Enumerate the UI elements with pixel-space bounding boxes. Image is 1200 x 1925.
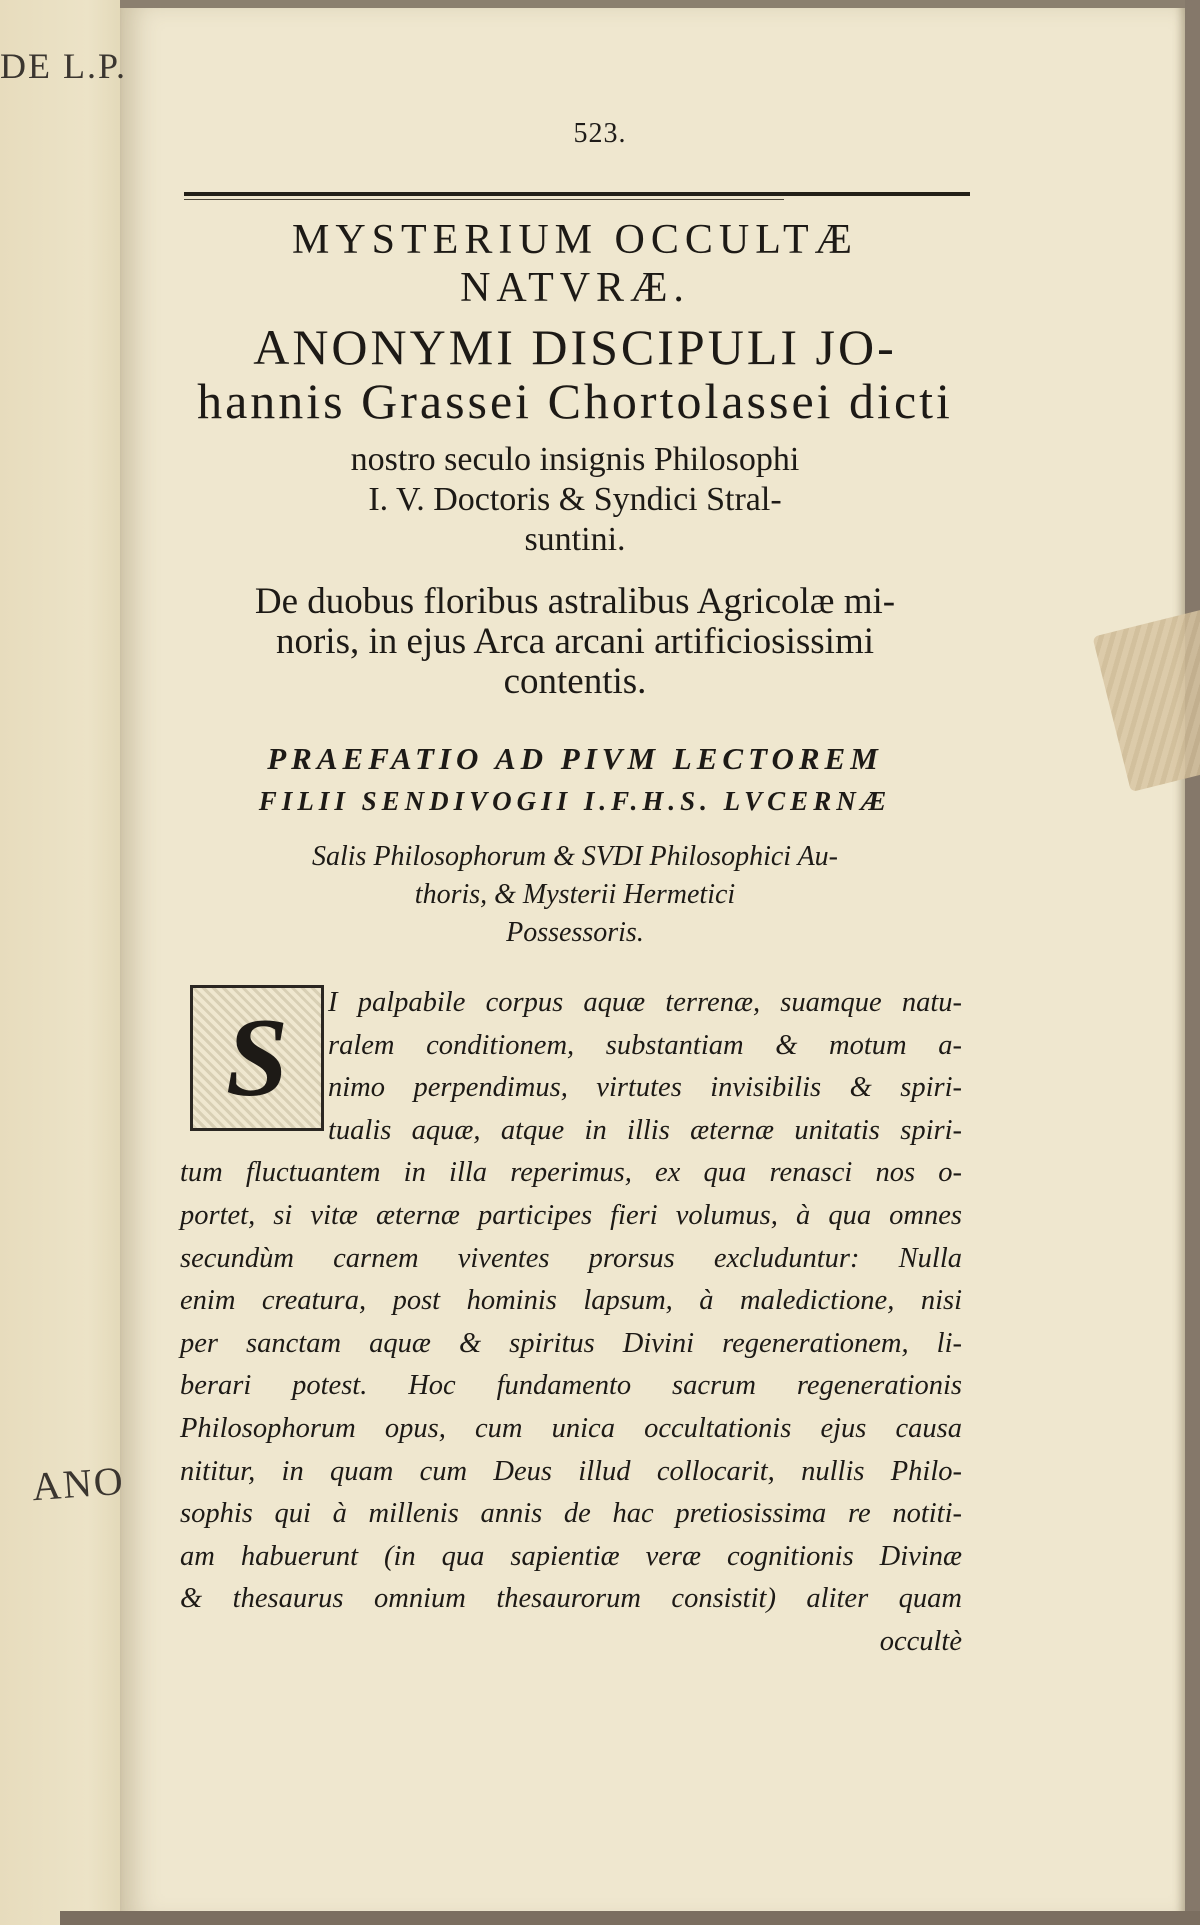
title-line: MYSTERIUM OCCULTÆ [291,217,858,263]
page-bottom-edge [60,1911,1200,1925]
body-line: Philosophorum opus, cum unica occultationis ejus causa [180,1412,962,1444]
preface-heading [170,738,980,822]
body-line: tualis aquæ, atque in illis æternæ unitatis spiri- [328,1114,962,1146]
preface-sub-line: Possessoris. [506,917,644,948]
body-line: tum fluctuantem in illa reperimus, ex qua renasci nos o- [180,1157,962,1189]
description-line: suntini. [524,521,626,558]
preface-sub-line: thoris, & Mysterii Hermetici [414,879,736,910]
body-line: I palpabile corpus aquæ terrenæ, suamque natu- [328,987,962,1018]
body-line: portet, si vitæ æternæ participes fieri volumus, à qua omnes [180,1199,962,1231]
header-rule-thin [184,199,784,200]
preface-subheading [170,838,980,952]
author-line: hannis Grassei Chortolassei dicti [197,373,953,429]
catchword: occultè [879,1625,962,1657]
preface-line: PRAEFATIO AD PIVM LECTOREM [267,741,883,776]
author-heading [170,320,980,428]
title-line: NATVRÆ. [460,265,690,311]
body-line: nimo perpendimus, virtutes invisibilis & spiri- [328,1072,962,1104]
author-description [170,440,980,560]
title [170,216,980,312]
margin-note-side: ANO [30,1457,127,1510]
page-top-edge [120,0,1185,8]
subject-line: De duobus floribus astralibus Agricolæ mi- [254,581,896,622]
body-line: am habuerunt (in qua sapientiæ veræ cognitionis Divinæ [180,1540,962,1572]
body-line: & thesaurus omnium thesaurorum consistit) aliter quam [180,1583,962,1615]
body-line: berari potest. Hoc fundamento sacrum regenerationis [180,1370,962,1402]
subject-line: contentis. [503,661,647,702]
description-line: I. V. Doctoris & Syndici Stral- [368,481,782,518]
author-line: ANONYMI DISCIPULI JO- [253,319,897,375]
header-rule [184,192,970,196]
margin-note-top: DE L.P. [0,46,128,86]
preface-line: FILII SENDIVOGII I.F.H.S. LVCERNÆ [258,786,892,816]
subject-heading [170,582,980,702]
body-line: sophis qui à millenis annis de hac pretiosissima re notiti- [180,1498,962,1530]
body-line: ralem conditionem, substantiam & motum a- [328,1029,962,1061]
subject-line: noris, in ejus Arca arcani artificiosissimi [275,621,875,662]
body-text [180,982,962,1664]
body-line: nititur, in quam cum Deus illud collocarit, nullis Philo- [180,1455,962,1487]
body-line: per sanctam aquæ & spiritus Divini regenerationem, li- [180,1327,962,1359]
drop-cap-letter: S [225,996,289,1120]
body-line: enim creatura, post hominis lapsum, à maledictione, nisi [180,1285,962,1317]
preface-sub-line: Salis Philosophorum & SVDI Philosophici Au- [311,841,839,872]
body-line: secundùm carnem viventes prorsus excluduntur: Nulla [180,1242,962,1274]
page-number: 523. [573,118,627,149]
description-line: nostro seculo insignis Philosophi [350,441,800,478]
